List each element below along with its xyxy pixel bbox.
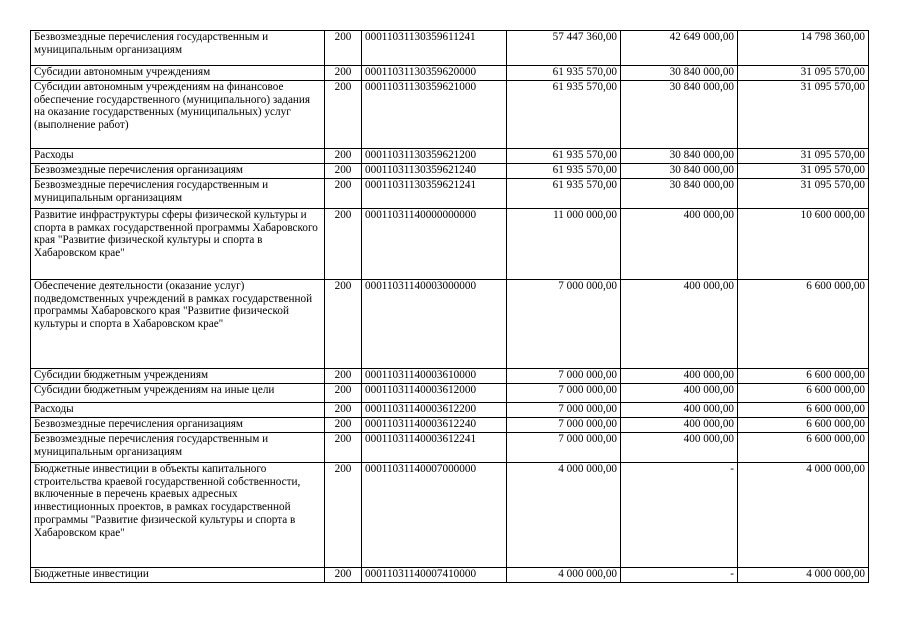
row-unexecuted-amount-cell: 6 600 000,00 [738,433,869,463]
row-name-cell: Бюджетные инвестиции в объекты капитального строительства краевой государственной собственности, включенные в перечень краевых адресных инвестиционных проектов, в рамках государственной программы "Развитие физической культуры и спорта в Хабаровском крае" [31,463,325,568]
row-code-cell: 200 [325,384,362,403]
row-executed-amount-cell: - [621,568,738,583]
row-executed-amount-cell: 30 840 000,00 [621,149,738,164]
row-executed-amount-cell: 400 000,00 [621,418,738,433]
row-name-cell: Развитие инфраструктуры сферы физической культуры и спорта в рамках государственной программы Хабаровского края "Развитие физической культуры и спорта в Хабаровском крае" [31,209,325,280]
row-unexecuted-amount-cell: 14 798 360,00 [738,31,869,66]
row-classification-code-cell: 00011031140003612200 [362,403,507,418]
row-approved-amount-cell: 61 935 570,00 [507,164,621,179]
row-code-cell: 200 [325,403,362,418]
row-classification-code-cell: 00011031130359621000 [362,81,507,149]
row-name-cell: Бюджетные инвестиции [31,568,325,583]
row-unexecuted-amount-cell: 4 000 000,00 [738,463,869,568]
table-row [31,209,869,280]
row-classification-code-cell: 00011031140003612240 [362,418,507,433]
table-row [31,66,869,81]
row-name-cell: Безвозмездные перечисления государственным и муниципальным организациям [31,433,325,463]
row-code-cell: 200 [325,81,362,149]
row-unexecuted-amount-cell: 31 095 570,00 [738,149,869,164]
row-approved-amount-cell: 4 000 000,00 [507,463,621,568]
row-executed-amount-cell: 30 840 000,00 [621,66,738,81]
row-name-cell: Субсидии бюджетным учреждениям на иные цели [31,384,325,403]
row-unexecuted-amount-cell: 31 095 570,00 [738,179,869,209]
row-classification-code-cell: 00011031140003612000 [362,384,507,403]
table-row [31,179,869,209]
row-name-cell: Безвозмездные перечисления организациям [31,418,325,433]
row-executed-amount-cell: 30 840 000,00 [621,164,738,179]
row-code-cell: 200 [325,568,362,583]
row-approved-amount-cell: 11 000 000,00 [507,209,621,280]
table-row [31,369,869,384]
row-executed-amount-cell: 400 000,00 [621,369,738,384]
budget-execution-table [30,30,869,583]
row-classification-code-cell: 00011031140003612241 [362,433,507,463]
row-classification-code-cell: 00011031140007000000 [362,463,507,568]
row-approved-amount-cell: 61 935 570,00 [507,66,621,81]
table-row [31,81,869,149]
row-name-cell: Субсидии автономным учреждениям [31,66,325,81]
row-approved-amount-cell: 7 000 000,00 [507,433,621,463]
row-unexecuted-amount-cell: 4 000 000,00 [738,568,869,583]
row-executed-amount-cell: 400 000,00 [621,209,738,280]
row-executed-amount-cell: 400 000,00 [621,433,738,463]
row-executed-amount-cell: 30 840 000,00 [621,179,738,209]
row-classification-code-cell: 00011031130359621241 [362,179,507,209]
table-row [31,31,869,66]
row-unexecuted-amount-cell: 31 095 570,00 [738,66,869,81]
row-name-cell: Безвозмездные перечисления государственным и муниципальным организациям [31,179,325,209]
row-name-cell: Расходы [31,403,325,418]
row-approved-amount-cell: 61 935 570,00 [507,179,621,209]
table-body [31,31,869,583]
table-row [31,164,869,179]
row-code-cell: 200 [325,369,362,384]
row-unexecuted-amount-cell: 6 600 000,00 [738,418,869,433]
row-code-cell: 200 [325,149,362,164]
row-name-cell: Субсидии автономным учреждениям на финансовое обеспечение государственного (муниципального) задания на оказание государственных (муниципальных) услуг (выполнение работ) [31,81,325,149]
row-classification-code-cell: 00011031130359620000 [362,66,507,81]
row-code-cell: 200 [325,418,362,433]
row-approved-amount-cell: 7 000 000,00 [507,369,621,384]
row-unexecuted-amount-cell: 10 600 000,00 [738,209,869,280]
row-classification-code-cell: 00011031130359621240 [362,164,507,179]
table-row [31,433,869,463]
row-executed-amount-cell: - [621,463,738,568]
row-code-cell: 200 [325,164,362,179]
row-unexecuted-amount-cell: 6 600 000,00 [738,384,869,403]
table-row [31,418,869,433]
row-classification-code-cell: 00011031140003000000 [362,280,507,369]
table-row [31,403,869,418]
table-row [31,280,869,369]
row-executed-amount-cell: 30 840 000,00 [621,81,738,149]
row-approved-amount-cell: 7 000 000,00 [507,384,621,403]
row-code-cell: 200 [325,463,362,568]
row-approved-amount-cell: 61 935 570,00 [507,81,621,149]
table-row [31,384,869,403]
row-unexecuted-amount-cell: 6 600 000,00 [738,280,869,369]
row-code-cell: 200 [325,433,362,463]
table-row [31,463,869,568]
row-name-cell: Безвозмездные перечисления государственным и муниципальным организациям [31,31,325,66]
row-classification-code-cell: 00011031140007410000 [362,568,507,583]
row-classification-code-cell: 00011031130359611241 [362,31,507,66]
row-executed-amount-cell: 42 649 000,00 [621,31,738,66]
row-code-cell: 200 [325,280,362,369]
row-executed-amount-cell: 400 000,00 [621,403,738,418]
row-unexecuted-amount-cell: 6 600 000,00 [738,369,869,384]
row-approved-amount-cell: 7 000 000,00 [507,403,621,418]
row-unexecuted-amount-cell: 6 600 000,00 [738,403,869,418]
row-name-cell: Безвозмездные перечисления организациям [31,164,325,179]
row-executed-amount-cell: 400 000,00 [621,384,738,403]
row-approved-amount-cell: 7 000 000,00 [507,418,621,433]
row-classification-code-cell: 00011031140003610000 [362,369,507,384]
row-code-cell: 200 [325,31,362,66]
row-name-cell: Расходы [31,149,325,164]
table-row [31,568,869,583]
row-unexecuted-amount-cell: 31 095 570,00 [738,81,869,149]
row-unexecuted-amount-cell: 31 095 570,00 [738,164,869,179]
row-code-cell: 200 [325,209,362,280]
row-approved-amount-cell: 57 447 360,00 [507,31,621,66]
row-code-cell: 200 [325,179,362,209]
row-approved-amount-cell: 4 000 000,00 [507,568,621,583]
row-approved-amount-cell: 7 000 000,00 [507,280,621,369]
row-name-cell: Обеспечение деятельности (оказание услуг) подведомственных учреждений в рамках государственной программы Хабаровского края "Развитие физической культуры и спорта в Хабаровском крае" [31,280,325,369]
row-classification-code-cell: 00011031130359621200 [362,149,507,164]
row-executed-amount-cell: 400 000,00 [621,280,738,369]
table-row [31,149,869,164]
row-approved-amount-cell: 61 935 570,00 [507,149,621,164]
row-classification-code-cell: 00011031140000000000 [362,209,507,280]
row-name-cell: Субсидии бюджетным учреждениям [31,369,325,384]
row-code-cell: 200 [325,66,362,81]
